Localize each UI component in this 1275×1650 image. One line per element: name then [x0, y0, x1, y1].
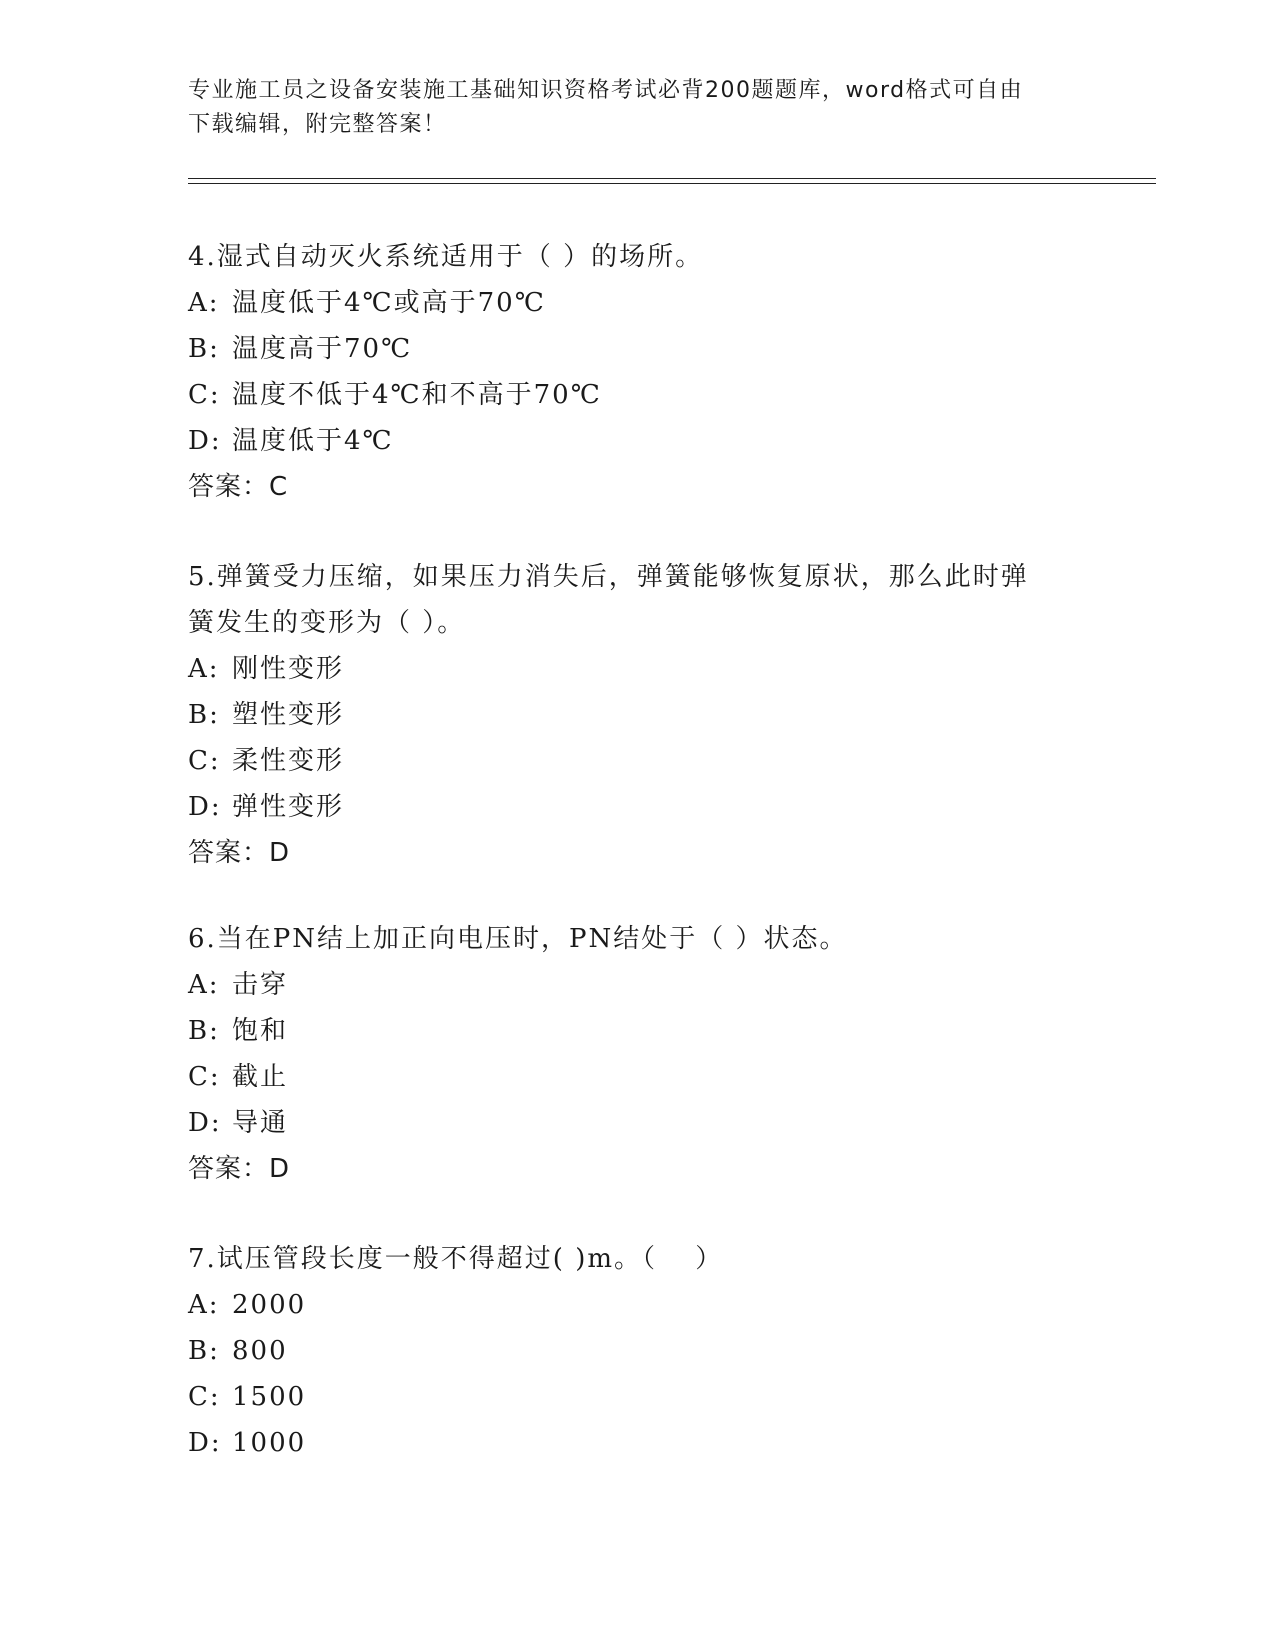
option-key: D:	[188, 1428, 222, 1458]
header-divider-top	[188, 178, 1156, 179]
option-text: 柔性变形	[232, 746, 345, 776]
option-text: 800	[232, 1336, 288, 1366]
question-4	[188, 234, 1088, 510]
option-text: 弹性变形	[232, 792, 345, 822]
header-line-1: 专业施工员之设备安装施工基础知识资格考试必背200题题库，word格式可自由	[188, 78, 1024, 103]
option-key: C:	[188, 380, 221, 410]
option-b	[188, 1328, 1088, 1374]
option-key: A:	[188, 970, 220, 1000]
option-text: 塑性变形	[232, 700, 345, 730]
option-c	[188, 1054, 1088, 1100]
option-key: A:	[188, 288, 220, 318]
option-a	[188, 280, 1088, 326]
option-text: 温度高于70℃	[232, 334, 413, 364]
question-stem-line-1: 5.弹簧受力压缩，如果压力消失后，弹簧能够恢复原状，那么此时弹	[188, 562, 1029, 592]
option-text: 饱和	[232, 1016, 289, 1046]
question-stem: 4.湿式自动灭火系统适用于（ ）的场所。	[188, 242, 704, 272]
option-text: 导通	[232, 1108, 289, 1138]
option-text: 截止	[232, 1062, 289, 1092]
option-key: A:	[188, 1290, 220, 1320]
option-key: B:	[188, 1336, 220, 1366]
option-key: D:	[188, 426, 222, 456]
header-line-2: 下载编辑，附完整答案！	[188, 112, 447, 137]
option-key: C:	[188, 746, 221, 776]
option-b	[188, 326, 1088, 372]
option-a	[188, 1282, 1088, 1328]
option-b	[188, 1008, 1088, 1054]
option-key: D:	[188, 1108, 222, 1138]
option-b	[188, 692, 1088, 738]
document-header	[188, 74, 1068, 142]
option-c	[188, 738, 1088, 784]
option-key: B:	[188, 700, 220, 730]
header-divider-bottom	[188, 183, 1156, 184]
option-text: 温度低于4℃	[232, 426, 394, 456]
option-text: 1000	[232, 1428, 307, 1458]
option-text: 温度低于4℃或高于70℃	[232, 288, 546, 318]
question-stem-line-2: 簧发生的变形为（ ）。	[188, 608, 466, 638]
option-key: C:	[188, 1382, 221, 1412]
option-key: A:	[188, 654, 220, 684]
question-5	[188, 554, 1088, 876]
option-text: 击穿	[232, 970, 289, 1000]
option-d	[188, 784, 1088, 830]
question-7	[188, 1236, 1088, 1466]
option-d	[188, 1420, 1088, 1466]
answer: 答案：D	[188, 838, 291, 868]
option-a	[188, 962, 1088, 1008]
option-d	[188, 1100, 1088, 1146]
option-text: 刚性变形	[232, 654, 345, 684]
option-d	[188, 418, 1088, 464]
answer: 答案：D	[188, 1154, 291, 1184]
question-stem: 6.当在PN结上加正向电压时，PN结处于（ ）状态。	[188, 924, 848, 954]
option-text: 1500	[232, 1382, 307, 1412]
option-c	[188, 372, 1088, 418]
answer: 答案：C	[188, 472, 289, 502]
option-key: D:	[188, 792, 222, 822]
option-text: 温度不低于4℃和不高于70℃	[232, 380, 602, 410]
question-6	[188, 916, 1088, 1192]
option-a	[188, 646, 1088, 692]
option-text: 2000	[232, 1290, 307, 1320]
option-key: B:	[188, 1016, 220, 1046]
question-stem: 7.试压管段长度一般不得超过( )m。（ ）	[188, 1244, 724, 1274]
option-c	[188, 1374, 1088, 1420]
option-key: B:	[188, 334, 220, 364]
option-key: C:	[188, 1062, 221, 1092]
